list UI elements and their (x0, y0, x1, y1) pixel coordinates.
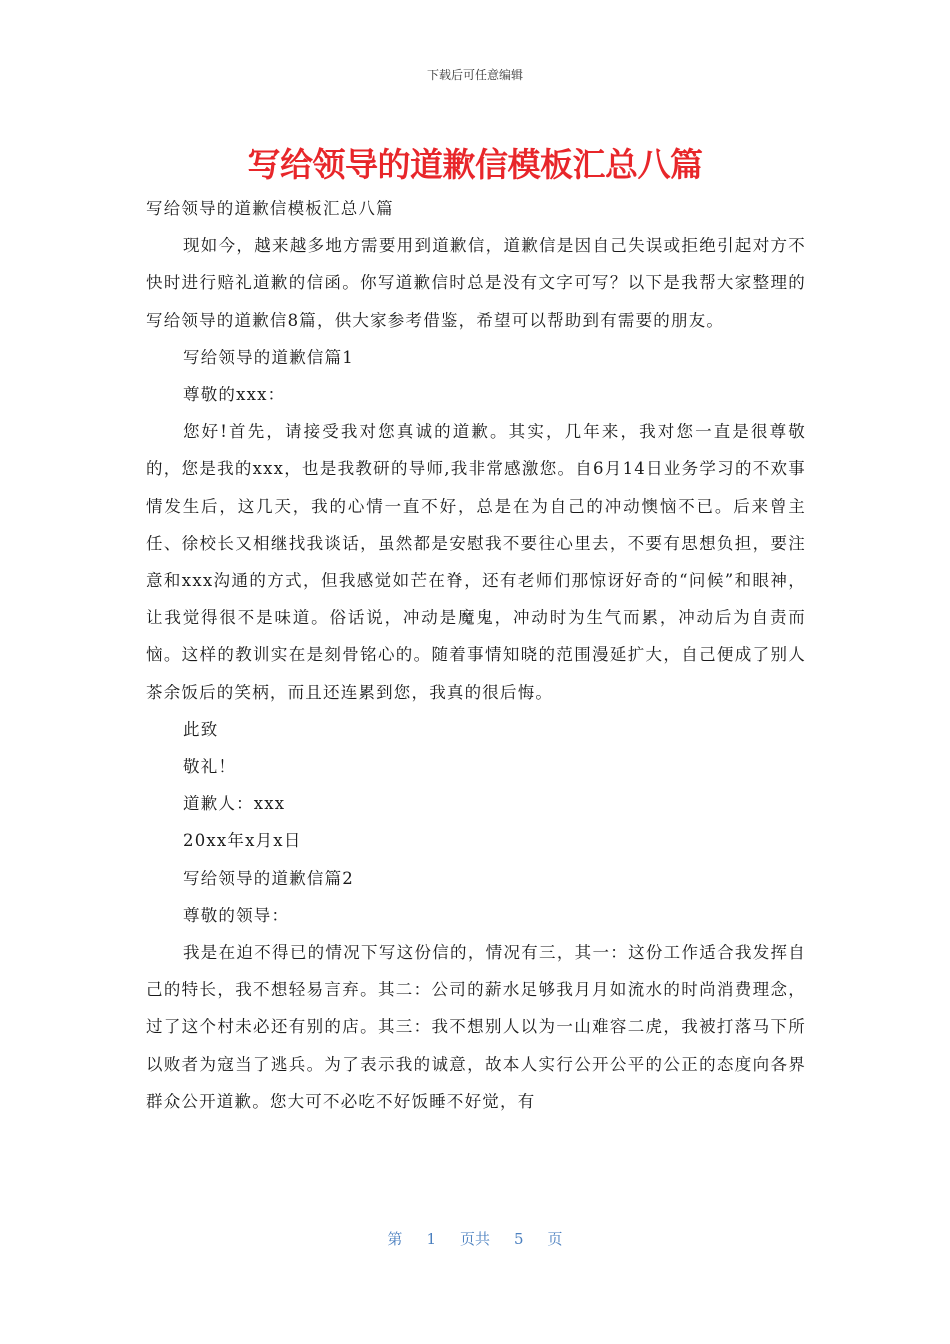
salutation-1: 尊敬的xxx： (183, 385, 286, 405)
signature-1: 道歉人：xxx (183, 794, 286, 814)
page-middle: 页共 (459, 1230, 490, 1248)
download-note: 下载后可任意编辑 (426, 68, 523, 82)
page-prefix: 第 (387, 1230, 403, 1248)
section-heading-2: 写给领导的道歉信篇2 (183, 868, 354, 888)
salutation-2: 尊敬的领导： (183, 905, 290, 925)
page-suffix: 页 (547, 1230, 563, 1248)
intro-paragraph: 现如今，越来越多地方需要用到道歉信，道歉信是因自己失误或拒绝引起对方不快时进行赔礼道歉的信函。你写道歉信时总是没有文字可写？以下是我帮大家整理的写给领导的道歉信8篇，供大家参考借鉴，希望可以帮助到有需要的朋友。 (146, 236, 806, 330)
page-number-footer (0, 1228, 950, 1249)
page-total: 5 (514, 1230, 524, 1248)
closing-1: 此致 (183, 719, 219, 739)
page-current: 1 (426, 1230, 436, 1248)
section-heading-1: 写给领导的道歉信篇1 (183, 347, 354, 367)
date-1: 20xx年x月x日 (183, 831, 302, 851)
document-body (146, 190, 806, 1120)
document-title: 写给领导的道歉信模板汇总八篇 (247, 145, 703, 184)
letter-body-2: 我是在迫不得已的情况下写这份信的，情况有三，其一：这份工作适合我发挥自己的特长，我不想轻易言弃。其二：公司的薪水足够我月月如流水的时尚消费理念，过了这个村未必还有别的店。其三：我不想别人以为一山难容二虎，我被打落马下所以败者为寇当了逃兵。为了表示我的诚意，故本人实行公开公平的公正的态度向各界群众公开道歉。您大可不必吃不好饭睡不好觉，有 (146, 943, 806, 1111)
closing-regards-1: 敬礼！ (183, 757, 237, 777)
subtitle-paragraph: 写给领导的道歉信模板汇总八篇 (146, 199, 394, 218)
letter-body-1: 您好!首先，请接受我对您真诚的道歉。其实，几年来，我对您一直是很尊敬的，您是我的xxx，也是我教研的导师,我非常感激您。自6月14日业务学习的不欢事情发生后，这几天，我的心情一直不好，总是在为自己的冲动懊恼不已。后来曾主任、徐校长又相继找我谈话，虽然都是安慰我不要往心里去，不要有思想负担，要注意和xxx沟通的方式，但我感觉如芒在脊，还有老师们那惊讶好奇的“问候”和眼神，让我觉得很不是味道。俗话说，冲动是魔鬼，冲动时为生气而累，冲动后为自责而恼。这样的教训实在是刻骨铭心的。随着事情知晓的范围漫延扩大，自己便成了别人茶余饭后的笑柄，而且还连累到您，我真的很后悔。 (146, 422, 806, 702)
